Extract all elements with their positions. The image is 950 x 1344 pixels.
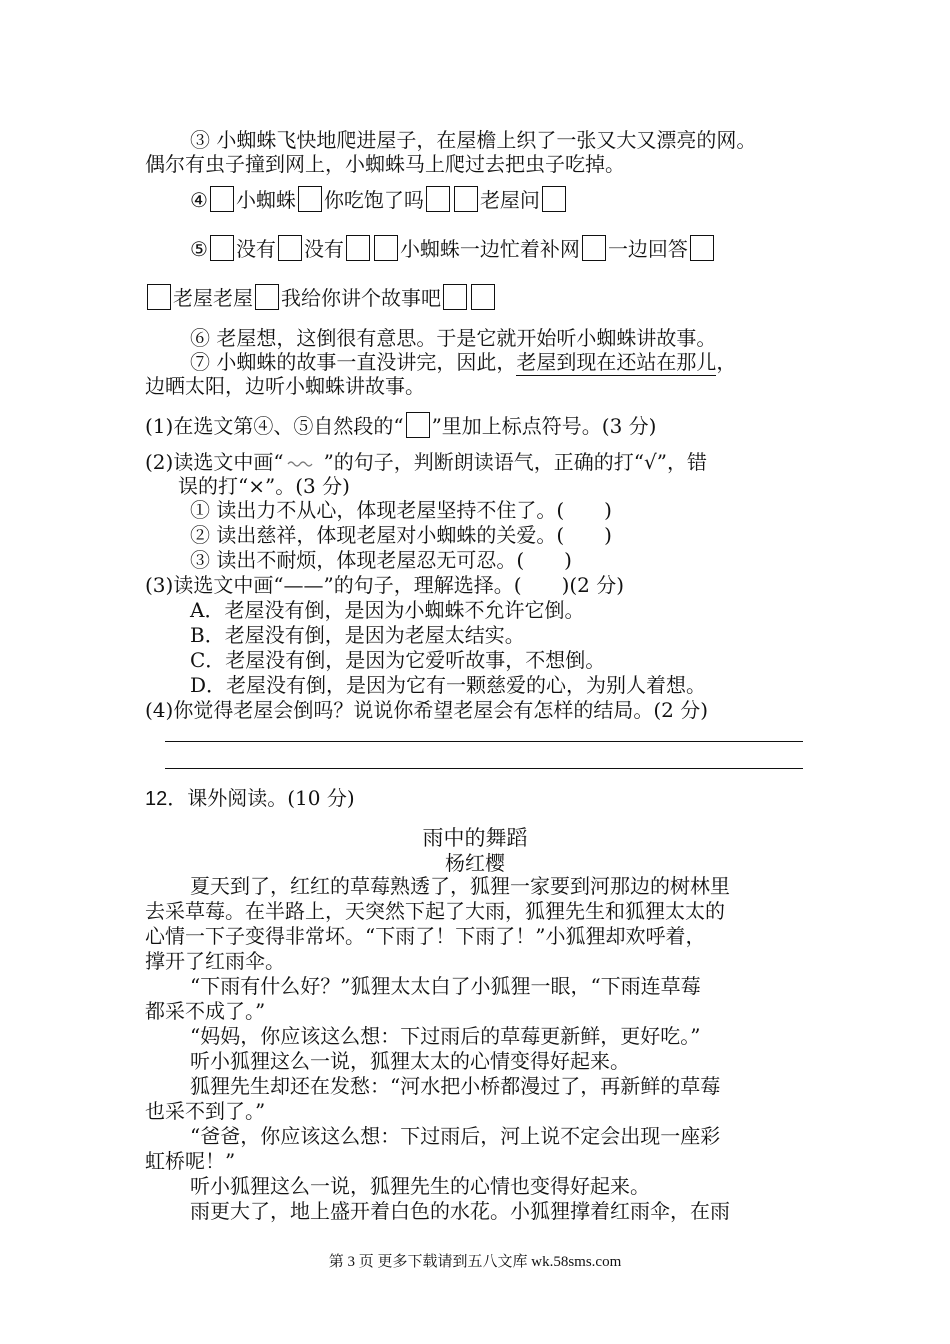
punct-blank-box[interactable]	[147, 284, 171, 310]
punct-blank-box[interactable]	[346, 235, 370, 261]
article-line: 雨更大了，地上盛开着白色的水花。小狐狸撑着红雨伞，在雨	[190, 1199, 730, 1223]
article-line: 狐狸先生却还在发愁：“河水把小桥都漫过了，再新鲜的草莓	[190, 1074, 721, 1098]
story-text: 你吃饱了吗	[323, 188, 424, 212]
question-4: (4)你觉得老屋会倒吗？说说你希望老屋会有怎样的结局。(2 分)	[145, 698, 709, 722]
question-3-option-c[interactable]: C．老屋没有倒，是因为它爱听故事，不想倒。	[190, 648, 606, 672]
story-text: 一边回答	[607, 237, 688, 261]
punct-blank-box[interactable]	[582, 235, 606, 261]
article-line: “妈妈，你应该这么想：下过雨后的草莓更新鲜，更好吃。”	[190, 1024, 701, 1048]
story-text: 没有	[235, 237, 276, 261]
question-1	[145, 412, 656, 438]
answer-line[interactable]	[165, 768, 803, 769]
story-p3-line1: ③ 小蜘蛛飞快地爬进屋子，在屋檐上织了一张又大又漂亮的网。	[190, 128, 757, 152]
story-text: 小蜘蛛一边忙着补网	[399, 237, 580, 261]
story-p6: ⑥ 老屋想，这倒很有意思。于是它就开始听小蜘蛛讲故事。	[190, 326, 717, 350]
section-heading-text: 课外阅读。(10 分)	[187, 786, 355, 810]
punct-box-sample	[406, 412, 430, 438]
question-text: (1)在选文第④、⑤自然段的“	[145, 414, 404, 438]
punct-blank-box[interactable]	[210, 186, 234, 212]
article-line: 虹桥呢！”	[145, 1149, 236, 1173]
punct-blank-box[interactable]	[542, 186, 566, 212]
punct-blank-box[interactable]	[278, 235, 302, 261]
question-2-option-1[interactable]: ① 读出力不从心，体现老屋坚持不住了。( )	[190, 498, 612, 522]
story-text: 我给你讲个故事吧	[281, 286, 441, 310]
story-text: 小蜘蛛	[235, 188, 296, 212]
answer-line[interactable]	[165, 741, 803, 742]
circled-number: ⑤	[190, 237, 208, 261]
article-line: 心情一下子变得非常坏。“下雨了！下雨了！”小狐狸却欢呼着，	[145, 924, 706, 948]
article-line: 听小狐狸这么一说，狐狸太太的心情变得好起来。	[190, 1049, 630, 1073]
story-text: 老屋问	[479, 188, 540, 212]
punct-blank-box[interactable]	[471, 284, 495, 310]
story-text: 老屋老屋	[173, 286, 253, 310]
article-line: 听小狐狸这么一说，狐狸先生的心情也变得好起来。	[190, 1174, 650, 1198]
question-text: (2)读选文中画“	[145, 450, 284, 474]
question-2-cont: 误的打“×”。(3 分)	[178, 474, 350, 498]
punct-blank-box[interactable]	[690, 235, 714, 261]
article-line: “爸爸，你应该这么想：下过雨后，河上说不定会出现一座彩	[190, 1124, 721, 1148]
question-3-option-d[interactable]: D．老屋没有倒，是因为它有一颗慈爱的心，为别人着想。	[190, 673, 707, 697]
question-2-option-2[interactable]: ② 读出慈祥，体现老屋对小蜘蛛的关爱。( )	[190, 523, 612, 547]
question-3-option-b[interactable]: B．老屋没有倒，是因为老屋太结实。	[190, 623, 525, 647]
punct-blank-box[interactable]	[255, 284, 279, 310]
question-3: (3)读选文中画“——”的句子，理解选择。( )(2 分)	[145, 573, 625, 597]
question-text: ”的句子，判断朗读语气，正确的打“√”，错	[323, 450, 707, 474]
article-author: 杨红樱	[445, 851, 505, 875]
article-line: 都采不成了。”	[145, 999, 266, 1023]
underlined-sentence: 老屋到现在还站在那儿	[516, 350, 717, 374]
story-text: 没有	[303, 237, 344, 261]
article-line: 也采不到了。”	[145, 1099, 266, 1123]
story-p7-line1	[190, 350, 736, 374]
section-number: 12．	[145, 788, 188, 810]
story-p3-line2: 偶尔有虫子撞到网上，小蜘蛛马上爬过去把虫子吃掉。	[145, 152, 625, 176]
article-line: 去采草莓。在半路上，天突然下起了大雨，狐狸先生和狐狸太太的	[145, 899, 725, 923]
circled-number: ④	[190, 188, 208, 212]
article-line: “下雨有什么好？”狐狸太太白了小狐狸一眼，“下雨连草莓	[190, 974, 701, 998]
article-line: 撑开了红雨伞。	[145, 949, 285, 973]
story-p5-line1	[190, 235, 716, 261]
article-title: 雨中的舞蹈	[422, 826, 528, 850]
article-line: 夏天到了，红红的草莓熟透了，狐狸一家要到河那边的树林里	[190, 874, 730, 898]
wavy-underline-icon	[284, 455, 324, 467]
story-p7-line2: 边晒太阳，边听小蜘蛛讲故事。	[145, 374, 425, 398]
question-2-option-3[interactable]: ③ 读出不耐烦，体现老屋忍无可忍。( )	[190, 548, 572, 572]
punct-blank-box[interactable]	[210, 235, 234, 261]
question-text: ”里加上标点符号。(3 分)	[431, 414, 657, 438]
page-footer: 第 3 页 更多下载请到五八文库 wk.58sms.com	[328, 1254, 622, 1270]
story-text: ，	[716, 350, 737, 374]
punct-blank-box[interactable]	[443, 284, 467, 310]
punct-blank-box[interactable]	[298, 186, 322, 212]
story-p5-line2	[145, 284, 497, 310]
story-p4	[190, 186, 568, 212]
story-text: ⑦ 小蜘蛛的故事一直没讲完，因此，	[190, 350, 517, 374]
question-2	[145, 450, 707, 474]
punct-blank-box[interactable]	[454, 186, 478, 212]
question-3-option-a[interactable]: A．老屋没有倒，是因为小蜘蛛不允许它倒。	[190, 598, 585, 622]
section-12-heading	[145, 786, 355, 811]
punct-blank-box[interactable]	[374, 235, 398, 261]
punct-blank-box[interactable]	[426, 186, 450, 212]
